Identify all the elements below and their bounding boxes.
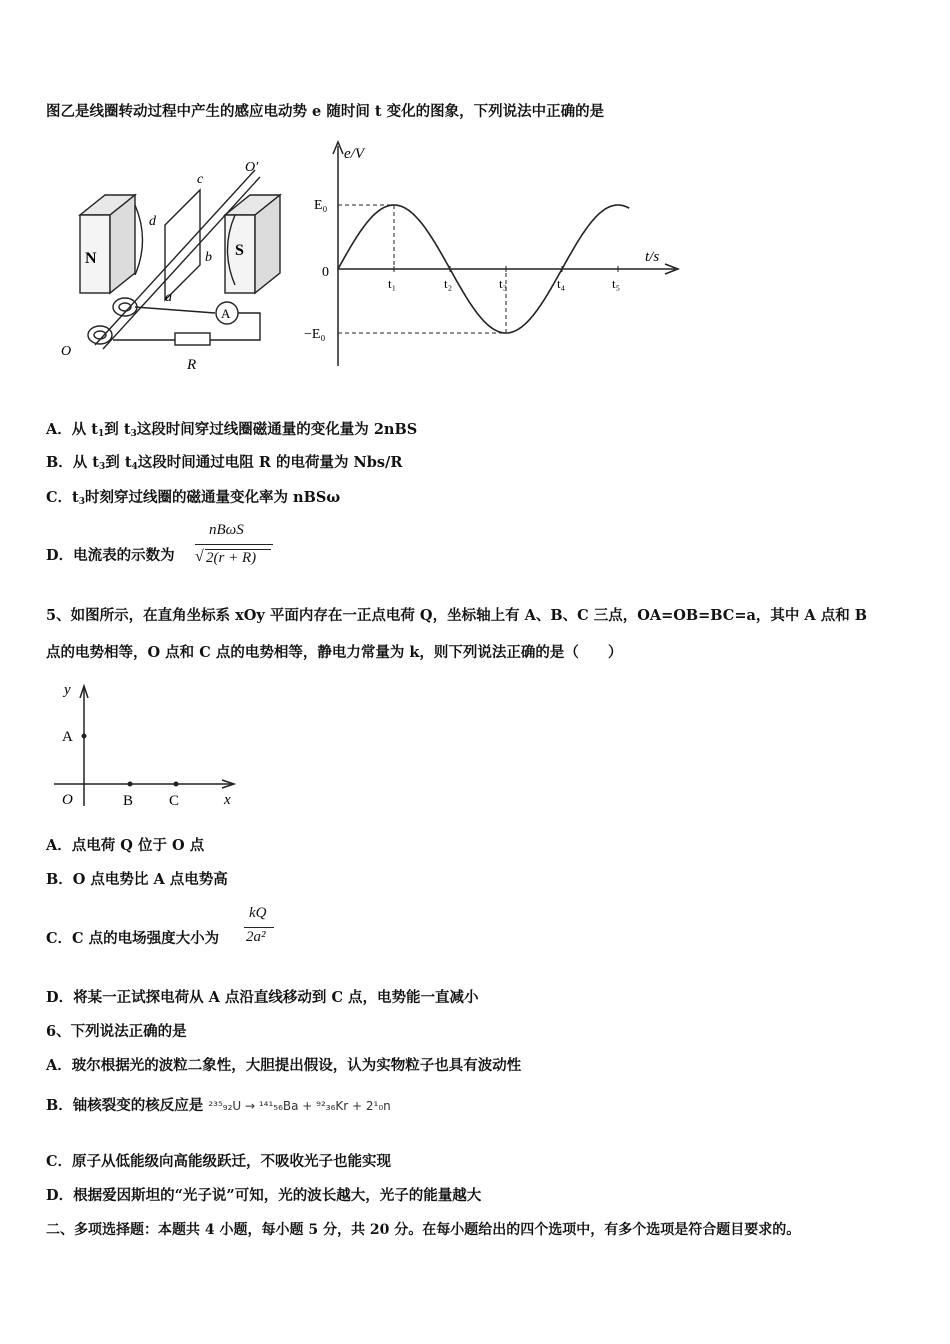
q6-option-c[interactable]: C．原子从低能级向高能级跃迁，不吸收光子也能实现	[46, 1153, 392, 1170]
axis-o-prime-label: O′	[245, 160, 259, 175]
point-b-dot	[128, 782, 133, 787]
magnet-s-label: S	[235, 242, 244, 259]
q4-option-b[interactable]: B．从 $t_3$到 $t_4$这段时间通过电阻 R 的电荷量为 Nbs/R	[46, 454, 403, 472]
q5-c-fraction-bar	[244, 927, 274, 928]
q5-option-a[interactable]: A．点电荷 Q 位于 O 点	[46, 837, 205, 854]
graph-e0-label: E₀	[314, 198, 328, 213]
q5-stem-line2: 点的电势相等，O 点和 C 点的电势相等，静电力常量为 k，则下列说法正确的是（ ）	[46, 644, 623, 661]
graph-tick-t3: t₃	[499, 276, 508, 291]
coil-b-label: b	[205, 250, 212, 265]
nuclear-reaction: ²³⁵₉₂U → ¹⁴¹₅₆Ba + ⁹²₃₆Kr + 2¹₀n	[208, 1099, 391, 1113]
graph-zero-label: 0	[322, 265, 329, 280]
coil-d-label: d	[149, 214, 156, 229]
q5-x-label: x	[224, 792, 231, 808]
q5-coordinate-figure	[52, 678, 252, 813]
axis-o-label: O	[61, 344, 72, 359]
graph-tick-t4: t₄	[557, 276, 566, 291]
q4-d-numerator: nBωS	[209, 522, 244, 538]
q5-b-label: B	[123, 793, 134, 809]
q4-option-a[interactable]: A．从 $t_1$到 $t_3$这段时间穿过线圈磁通量的变化量为 2nBS	[46, 421, 418, 439]
graph-tick-t5: t₅	[612, 276, 621, 291]
graph-tick-t1: t₁	[388, 276, 397, 291]
q6-option-a[interactable]: A．玻尔根据光的波粒二象性，大胆提出假设，认为实物粒子也具有波动性	[46, 1057, 522, 1074]
q5-option-c[interactable]: C．C 点的电场强度大小为	[46, 930, 220, 947]
point-c-dot	[174, 782, 179, 787]
resistor-label: R	[187, 357, 197, 373]
magnet-n-label: N	[85, 250, 97, 267]
q5-y-label: y	[64, 682, 71, 698]
sqrt-icon: √	[195, 548, 204, 565]
graph-ylabel: e/V	[344, 146, 364, 162]
coil-c-label: c	[197, 172, 204, 187]
q4-option-c[interactable]: C．$t_3$时刻穿过线圈的磁通量变化率为 nBSω	[46, 489, 341, 507]
section-2-heading: 二、多项选择题：本题共 4 小题，每小题 5 分，共 20 分。在每小题给出的四个选项中，有多个选项是符合题目要求的。	[46, 1222, 801, 1238]
q5-c-label: C	[169, 793, 180, 809]
q5-o-label: O	[62, 792, 73, 808]
ammeter-label: A	[221, 306, 231, 321]
q6-stem: 6、下列说法正确的是	[46, 1023, 187, 1040]
q5-c-numerator: kQ	[249, 905, 267, 921]
q6-option-b[interactable]: B．铀核裂变的核反应是 ²³⁵₉₂U → ¹⁴¹₅₆Ba + ⁹²₃₆Kr + 2¹₀n	[46, 1097, 391, 1114]
q5-stem-line1: 5、如图所示，在直角坐标系 xOy 平面内存在一正点电荷 Q，坐标轴上有 A、B、C 三点，OA=OB=BC=a，其中 A 点和 B	[46, 607, 868, 624]
q5-option-b[interactable]: B．O 点电势比 A 点电势高	[46, 871, 228, 888]
q4-option-d[interactable]: D．电流表的示数为	[46, 547, 175, 564]
q5-option-d[interactable]: D．将某一正试探电荷从 A 点沿直线移动到 C 点，电势能一直减小	[46, 989, 479, 1006]
q4-d-fraction	[195, 522, 275, 574]
emf-time-graph	[300, 138, 700, 373]
q4-d-fraction-bar	[195, 544, 273, 545]
q6-option-d[interactable]: D．根据爱因斯坦的“光子说”可知，光的波长越大，光子的能量越大	[46, 1187, 482, 1204]
q4-d-denominator: 2(r + R)	[206, 550, 257, 566]
graph-tick-t2: t₂	[444, 276, 453, 291]
graph-xlabel: t/s	[645, 249, 660, 265]
q5-a-label: A	[62, 729, 73, 745]
coil-a-label: a	[165, 290, 172, 305]
graph-neg-e0-label: −E₀	[304, 327, 326, 342]
generator-figure	[55, 155, 295, 380]
intro-text: 图乙是线圈转动过程中产生的感应电动势 e 随时间 t 变化的图象，下列说法中正确的是	[46, 103, 605, 120]
point-a-dot	[82, 734, 87, 739]
q5-c-fraction	[244, 905, 284, 953]
q5-c-denominator: 2a²	[246, 929, 266, 945]
